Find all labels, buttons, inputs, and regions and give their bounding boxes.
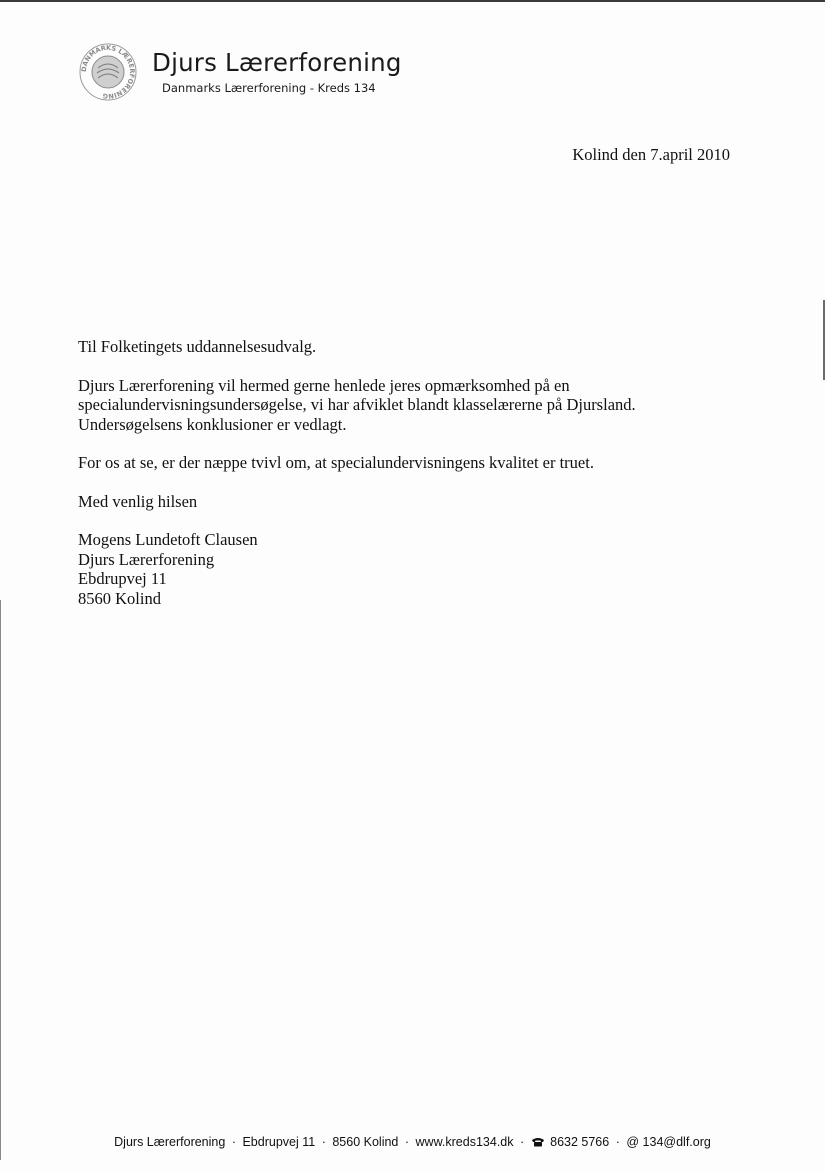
org-subtitle: Danmarks Lærerforening - Kreds 134 bbox=[162, 81, 376, 95]
footer-separator: · bbox=[231, 1135, 236, 1149]
scan-edge-top bbox=[0, 0, 825, 2]
footer-city: 8560 Kolind bbox=[332, 1135, 399, 1149]
footer-separator: · bbox=[404, 1135, 410, 1149]
closing: Med venlig hilsen bbox=[78, 491, 198, 511]
scan-edge-left bbox=[0, 600, 1, 1160]
footer-email-prefix: @ bbox=[626, 1135, 640, 1149]
paragraph-line: Undersøgelsens konklusioner er vedlagt. bbox=[78, 414, 347, 434]
footer-website: www.kreds134.dk bbox=[415, 1135, 514, 1149]
signature-name: Mogens Lundetoft Clausen bbox=[78, 530, 258, 549]
telephone-icon bbox=[531, 1137, 545, 1147]
footer-org: Djurs Lærerforening bbox=[114, 1135, 226, 1149]
letter-date: Kolind den 7.april 2010 bbox=[572, 145, 730, 164]
paragraph-line: Djurs Lærerforening vil hermed gerne henlede jeres opmærksomhed på en bbox=[78, 375, 570, 395]
footer-separator: · bbox=[615, 1135, 620, 1149]
seal-ring-text: DANMARKS LÆRERFORENING bbox=[79, 43, 137, 101]
salutation: Til Folketingets uddannelsesudvalg. bbox=[78, 337, 317, 356]
footer-email: 134@dlf.org bbox=[642, 1135, 711, 1149]
signature-city: 8560 Kolind bbox=[78, 588, 161, 608]
paragraph-line: specialundervisningsundersøgelse, vi har afviklet blandt klasselærerne på Djursland. bbox=[78, 395, 636, 414]
letterhead-footer bbox=[0, 1135, 825, 1149]
footer-street: Ebdrupvej 11 bbox=[242, 1135, 316, 1149]
union-seal-logo bbox=[78, 42, 138, 102]
footer-separator: · bbox=[519, 1135, 525, 1149]
footer-separator: · bbox=[321, 1135, 326, 1149]
paragraph-conclusion: For os at se, er der næppe tvivl om, at specialundervisningens kvalitet er truet. bbox=[78, 453, 594, 472]
footer-phone: 8632 5766 bbox=[550, 1135, 610, 1149]
signature-org: Djurs Lærerforening bbox=[78, 549, 215, 569]
signature-block bbox=[78, 530, 758, 608]
signature-street: Ebdrupvej 11 bbox=[78, 569, 167, 588]
paragraph-intro bbox=[78, 376, 758, 435]
org-name: Djurs Lærerforening bbox=[152, 48, 402, 77]
letter-body bbox=[78, 337, 758, 627]
